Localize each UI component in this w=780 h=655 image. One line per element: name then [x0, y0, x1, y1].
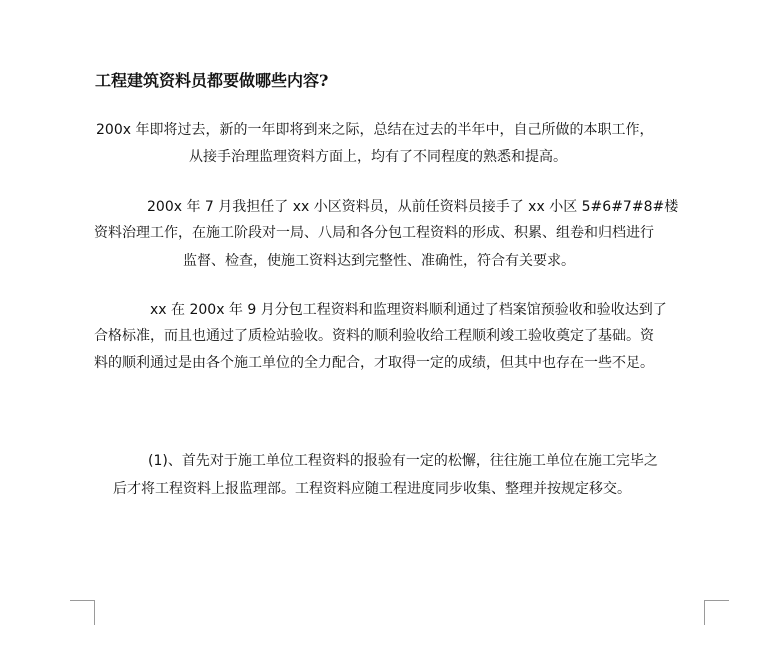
paragraph-2-line-1: 200x 年 7 月我担任了 xx 小区资料员，从前任资料员接手了 xx 小区 5#6#7#8#楼: [147, 199, 679, 215]
paragraph-4-line-2: 后才将工程资料上报监理部。工程资料应随工程进度同步收集、整理并按规定移交。: [113, 481, 631, 497]
paragraph-2-line-2: 资料治理工作，在施工阶段对一局、八局和各分包工程资料的形成、积累、组卷和归档进行: [94, 225, 654, 241]
page-corner-mark-right: [704, 600, 729, 625]
page-corner-mark-left: [70, 600, 95, 625]
paragraph-3-line-2: 合格标准，而且也通过了质检站验收。资料的顺利验收给工程顺利竣工验收奠定了基础。资: [94, 328, 654, 344]
paragraph-1-line-1: 200x 年即将过去，新的一年即将到来之际，总结在过去的半年中，自己所做的本职工作，: [96, 122, 654, 138]
paragraph-4-line-1: (1)、首先对于施工单位工程资料的报验有一定的松懈，往往施工单位在施工完毕之: [148, 453, 658, 469]
paragraph-3-line-3: 料的顺利通过是由各个施工单位的全力配合，才取得一定的成绩，但其中也存在一些不足。: [94, 355, 654, 371]
paragraph-2-line-3: 监督、检查，使施工资料达到完整性、准确性，符合有关要求。: [183, 253, 575, 269]
paragraph-3-line-1: xx 在 200x 年 9 月分包工程资料和监理资料顺利通过了档案馆预验收和验收达到了: [150, 302, 667, 318]
document-title: 工程建筑资料员都要做哪些内容?: [95, 71, 329, 90]
paragraph-1-line-2: 从接手治理监理资料方面上，均有了不同程度的熟悉和提高。: [189, 149, 567, 165]
